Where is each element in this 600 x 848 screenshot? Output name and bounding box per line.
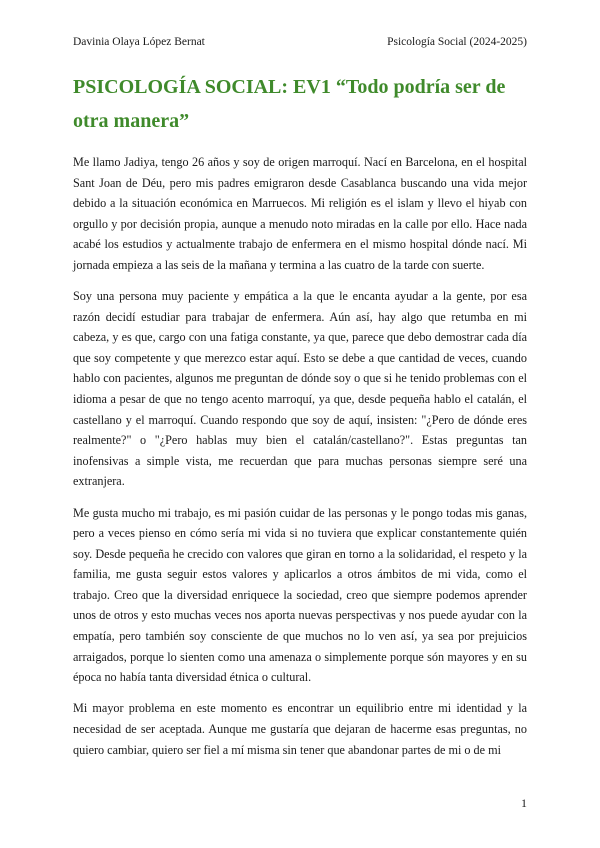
header-course: Psicología Social (2024-2025) (387, 36, 527, 48)
paragraph-3: Me gusta mucho mi trabajo, es mi pasión cuidar de las personas y le pongo todas mis ganas, pero a veces pienso en cómo sería mi vida si no tuviera que explicar constantemente quién soy. Desde pequeña he crecido con valores que giran en torno a la solidaridad, el respeto y la familia, me gusta seguir estos valores y aplicarlos a otros ámbitos de mi vida, como el trabajo. Creo que la diversidad enriquece la sociedad, creo que siempre podemos aprender unos de otros y esto muchas veces nos aporta nuevas perspectivas y nos puede ayudar con la empatía, pero también soy consciente de que muchos no lo ven así, ya sea por prejuicios arraigados, porque lo sienten como una amenaza o simplemente porque són mayores y en su época no había tanta diversidad étnica o cultural. (73, 505, 527, 685)
paragraph-4: Mi mayor problema en este momento es encontrar un equilibrio entre mi identidad y la necesidad de ser aceptada. Aunque me gustaría que dejaran de hacerme esas preguntas, no quiero cambiar, quiero ser fiel a mí misma sin tener que abandonar partes de mi o de mi (73, 701, 527, 757)
document-body (73, 152, 527, 771)
paragraph-2: Soy una persona muy paciente y empática a la que le encanta ayudar a la gente, por esa razón decidí estudiar para trabajar de enfermera. Aún así, hay algo que retumba en mi cabeza, y es que, cargo con una fatiga constante, ya que, parece que debo demostrar cada día que soy competente y que merezco estar aquí. Esto se debe a que cantidad de veces, cuando hablo con pacientes, algunos me preguntan de dónde soy o que si he tenido problemas con el idioma a pesar de que no tengo acento marroquí, ya que, desde pequeña hablo el catalán, el castellano y el marroquí. Cuando respondo que soy de aquí, insisten: "¿Pero de dónde eres realmente?" o "¿Pero hablas muy bien el catalán/castellano?". Estas preguntas tan inofensivas a simple vista, me recuerdan que para muchas personas siempre seré una extranjera. (73, 289, 527, 489)
paragraph-1: Me llamo Jadiya, tengo 26 años y soy de origen marroquí. Nací en Barcelona, en el hospital Sant Joan de Déu, pero mis padres emigraron desde Casablanca buscando una vida mejor debido a la situación económica en Marruecos. Mi religión es el islam y llevo el hiyab con orgullo y por decisión propia, aunque a menudo noto miradas en la calle por ello. Hace nada acabé los estudios y actualmente trabajo de enfermera en el mismo hospital dónde nací. Mi jornada empieza a las seis de la mañana y termina a las cuatro de la tarde con suerte. (73, 155, 527, 272)
header-author: Davinia Olaya López Bernat (73, 36, 205, 48)
document-title: PSICOLOGÍA SOCIAL: EV1 “Todo podría ser de otra manera” (73, 76, 506, 132)
page-number: 1 (521, 796, 527, 810)
page-header (73, 36, 527, 52)
